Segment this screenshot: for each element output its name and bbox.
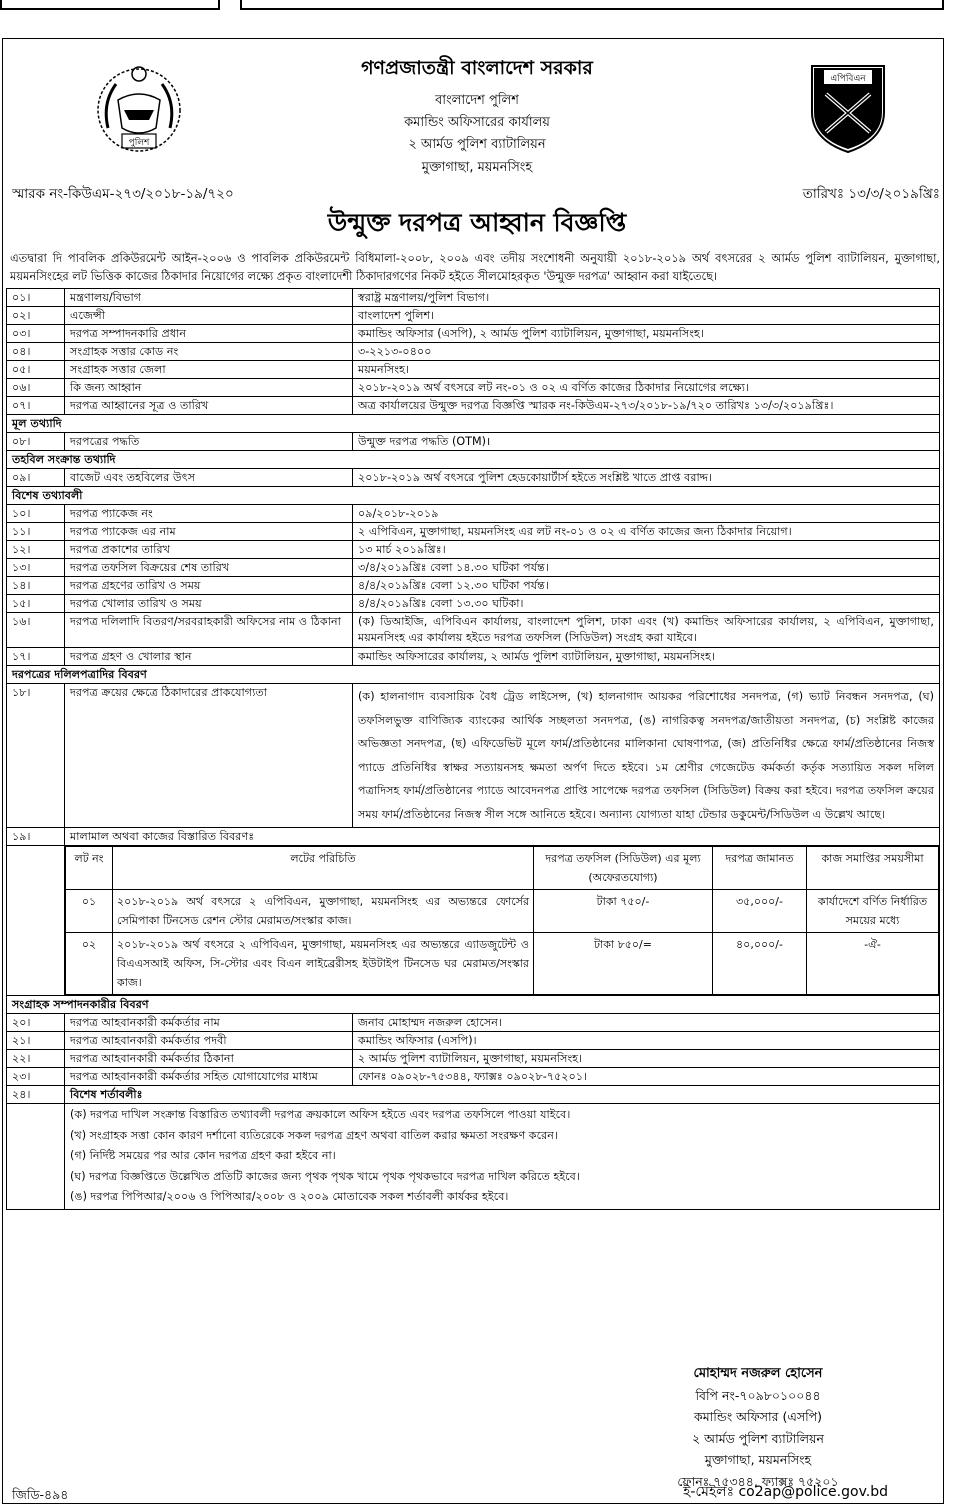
row-number: ১৭।	[7, 648, 65, 666]
row-number: ০২।	[7, 307, 65, 325]
term-item: (গ) নির্দিষ্ট সময়ের পর আর কোন দরপত্র গ্রহণ করা হইবে না।	[70, 1149, 336, 1162]
row-number: ১৮।	[7, 684, 65, 828]
table-row	[7, 361, 940, 379]
section-docs-info: দরপত্রের দলিলপত্রাদির বিবরণ	[7, 666, 940, 684]
top-right-box	[240, 0, 944, 10]
lot-table	[65, 846, 939, 995]
row-label: দরপত্রের পদ্ধতি	[65, 433, 353, 451]
notice-date: তারিখঃ ১৩/৩/২০১৯খ্রিঃ	[802, 186, 940, 202]
row-number: ২৩।	[7, 1068, 65, 1086]
memo-number: স্মারক নং-কিউএম-২৭৩/২০১৮-১৯/৭২০	[12, 186, 234, 202]
row-label: দরপত্র সম্পাদনকারি প্রধান	[65, 325, 353, 343]
email-address: co2ap@police.gov.bd	[738, 1484, 888, 1500]
row-number: ২০।	[7, 1014, 65, 1032]
table-row	[7, 397, 940, 415]
row-number: ০৮।	[7, 433, 65, 451]
table-row	[7, 523, 940, 541]
row-value: ৪/৪/২০১৯খ্রিঃ বেলা ১২.৩০ ঘটিকা পর্যন্ত।	[353, 577, 940, 595]
table-row	[7, 469, 940, 487]
row-label: মন্ত্রণালয়/বিভাগ	[65, 289, 353, 307]
row-number: ১২।	[7, 541, 65, 559]
term-item: (ক) দরপত্র দাখিল সংক্রান্ত বিস্তারিত তথ্যাবলী দরপত্র ক্রয়কালে অফিস হইতে এবং দরপত্র তফসিলে পাওয়া যাইবে।	[70, 1108, 571, 1121]
row-label: দরপত্র গ্রহণ ও খোলার স্থান	[65, 648, 353, 666]
row-value: ০৯/২০১৮-২০১৯	[353, 505, 940, 523]
lot-security: ৩৫,০০০/-	[713, 890, 807, 933]
row-value: ২০১৮-২০১৯ অর্থ বৎসরে পুলিশ হেডকোয়ার্টার্স হইতে সংশ্লিষ্ট খাতে প্রাপ্ত বরাদ্দ।	[353, 469, 940, 487]
row-label: দরপত্র প্যাকেজ এর নাম	[65, 523, 353, 541]
row-value: বাংলাদেশ পুলিশ।	[353, 307, 940, 325]
row-value: অত্র কার্যালয়ের উন্মুক্ত দরপত্র বিজ্ঞপ্তি স্মারক নং-কিউএম-২৭৩/২০১৮-১৯/৭২০ তারিখঃ ১৩/৩/২০১৯খ্রিঃ।	[353, 397, 940, 415]
row-label: দরপত্র আহ্বানের সূত্র ও তারিখ	[65, 397, 353, 415]
signatory-unit: ২ আর্মড পুলিশ ব্যাটালিয়ন	[692, 1430, 824, 1446]
signature-block	[628, 1363, 888, 1492]
lot-header-security: দরপত্র জামানত	[713, 847, 807, 890]
row-number: ০৭।	[7, 397, 65, 415]
lot-header-time: কাজ সমাপ্তির সময়সীমা	[807, 847, 939, 890]
row-number: ১৪।	[7, 577, 65, 595]
row-value: ২ এপিবিএন, মুক্তাগাছা, ময়মনসিংহ এর লট নং-০১ ও ০২ এ বর্ণিত কাজের জন্য ঠিকাদার নিয়োগ।	[353, 523, 940, 541]
svg-text:এপিবিএন: এপিবিএন	[830, 74, 866, 84]
table-row	[66, 890, 939, 933]
table-row	[7, 559, 940, 577]
row-label: দরপত্র প্রকাশের তারিখ	[65, 541, 353, 559]
svg-text:পুলিশ: পুলিশ	[128, 138, 150, 148]
table-row	[7, 1014, 940, 1032]
page-title: উন্মুক্ত দরপত্র আহ্বান বিজ্ঞপ্তি	[327, 208, 627, 237]
table-row	[7, 1068, 940, 1086]
top-left-box	[0, 0, 220, 10]
row-number: ১৫।	[7, 595, 65, 613]
lot-header-price: দরপত্র তফসিল (সিডিউল) এর মূল্য (অফেরতযোগ্য)	[534, 847, 713, 890]
row-number: ২২।	[7, 1050, 65, 1068]
table-row	[7, 1086, 940, 1104]
table-row	[7, 433, 940, 451]
row-number: ২১।	[7, 1032, 65, 1050]
row-label: বাজেট এবং তহবিলের উৎস	[65, 469, 353, 487]
row-number: ১৩।	[7, 559, 65, 577]
header-line-3: ২ আর্মড পুলিশ ব্যাটালিয়ন	[408, 137, 546, 152]
lot-header-no: লট নং	[66, 847, 113, 890]
row-label: দরপত্র প্যাকেজ নং	[65, 505, 353, 523]
row-number: ১৬।	[7, 613, 65, 648]
row-label: দরপত্র আহবানকারী কর্মকর্তার নাম	[65, 1014, 353, 1032]
table-row	[7, 648, 940, 666]
row-label: দরপত্র ক্রয়ের ক্ষেত্রে ঠিকাদারের প্রাকযোগ্যতা	[65, 684, 353, 828]
row-number: ০৬।	[7, 379, 65, 397]
gov-name: গণপ্রজাতন্ত্রী বাংলাদেশ সরকার	[361, 57, 593, 79]
lot-no: ০১	[66, 890, 113, 933]
row-number: ১০।	[7, 505, 65, 523]
table-row	[7, 613, 940, 648]
row-label: দরপত্র আহবানকারী কর্মকর্তার পদবী	[65, 1032, 353, 1050]
row-label: দরপত্র খোলার তারিখ ও সময়	[65, 595, 353, 613]
table-row	[7, 577, 940, 595]
row-value: ৪/৪/২০১৯খ্রিঃ বেলা ১৩.৩০ ঘটিকা।	[353, 595, 940, 613]
lot-desc: ২০১৮-২০১৯ অর্থ বৎসরে ২ এপিবিএন, মুক্তাগাছা, ময়মনসিংহ এর অভ্যন্তরে ফোর্সের সেমিপাকা টিনসেড রেশন স্টোর মেরামত/সংস্কার কাজ।	[113, 890, 534, 933]
lot-desc: ২০১৮-২০১৯ অর্থ বৎসরে ২ এপিবিএন, মুক্তাগাছা, ময়মনসিংহ এর অভ্যন্তরে এ্যাডজুটেন্ট ও বিএএসআই অফিস, সি-স্টোর এবং বিএন লাইব্রেরীসহ ইউটাইপ টিনসেড ঘর মেরামত/সংস্কার কাজ।	[113, 933, 534, 995]
lot-price: টাকা ৮৫০/=	[534, 933, 713, 995]
table-row	[7, 505, 940, 523]
row-value: ফোনঃ ০৯০২৮-৭৫৩৪৪, ফ্যাক্সঃ ০৯০২৮-৭৫২০১।	[353, 1068, 940, 1086]
row-number: ০৯।	[7, 469, 65, 487]
section-procuring-info: সংগ্রাহক সম্পাদনকারীর বিবরণ	[7, 996, 940, 1014]
signatory-phone: ফোনঃ ৭৫৩৪৪, ফ্যাক্সঃ ৭৫২০১	[677, 1473, 839, 1489]
row-number: ১১।	[7, 523, 65, 541]
row-label: দরপত্র আহবানকারী কর্মকর্তার সহিত যোগাযোগের মাধ্যম	[65, 1068, 353, 1086]
row-number: ০৩।	[7, 325, 65, 343]
lot-no: ০২	[66, 933, 113, 995]
row-value: ময়মনসিংহ।	[353, 361, 940, 379]
lot-price: টাকা ৭৫০/-	[534, 890, 713, 933]
row-label: বিশেষ শর্তাবলীঃ	[65, 1086, 940, 1104]
table-row	[7, 595, 940, 613]
row-value: কমান্ডিং অফিসার (এসপি)।	[353, 1032, 940, 1050]
row-label: দরপত্র গ্রহণের তারিখ ও সময়	[65, 577, 353, 595]
signatory-bp: বিপি নং-৭০৯৮০১০০৪৪	[695, 1387, 821, 1403]
row-number: ০৫।	[7, 361, 65, 379]
row-label: সংগ্রাহক সত্তার কোড নং	[65, 343, 353, 361]
table-row	[7, 307, 940, 325]
lot-time: -ঐ-	[807, 933, 939, 995]
table-row	[7, 684, 940, 828]
table-row	[7, 828, 940, 846]
section-special-info: বিশেষ তথ্যাবলী	[7, 487, 940, 505]
row-label: দরপত্র আহবানকারী কর্মকর্তার ঠিকানা	[65, 1050, 353, 1068]
signatory-designation: কমান্ডিং অফিসার (এসপি)	[693, 1409, 823, 1424]
signatory-email	[683, 1480, 888, 1504]
table-row	[7, 541, 940, 559]
row-value: ১৩ মার্চ ২০১৯খ্রিঃ।	[353, 541, 940, 559]
table-row	[66, 933, 939, 995]
row-label: দরপত্র তফসিল বিক্রয়ের শেষ তারিখ	[65, 559, 353, 577]
lot-header-desc: লটের পরিচিতি	[113, 847, 534, 890]
table-row	[7, 1050, 940, 1068]
section-main-info: মূল তথ্যাদি	[7, 415, 940, 433]
section-fund-info: তহবিল সংক্রান্ত তথ্যাদি	[7, 451, 940, 469]
row-number: ২৪।	[7, 1086, 65, 1104]
row-label: এজেন্সী	[65, 307, 353, 325]
row-number: ০৪।	[7, 343, 65, 361]
row-number: ১৯।	[7, 828, 65, 846]
row-label: দরপত্র দলিলাদি বিতরণ/সরবরাহকারী অফিসের নাম ও ঠিকানা	[65, 613, 353, 648]
table-row	[7, 343, 940, 361]
signatory-place: মুক্তাগাছা, ময়মনসিংহ	[704, 1452, 812, 1467]
row-value: ২ আর্মড পুলিশ ব্যাটালিয়ন, মুক্তাগাছা, ময়মনসিংহ।	[353, 1050, 940, 1068]
header-line-4: মুক্তাগাছা, ময়মনসিংহ	[421, 160, 533, 175]
term-item: (খ) সংগ্রাহক সত্তা কোন কারণ দর্শানো ব্যতিরেকে সকল দরপত্র গ্রহণ অথবা বাতিল করার ক্ষমতা সংরক্ষণ করেন।	[70, 1128, 558, 1142]
intro-paragraph: এতদ্বারা দি পাবলিক প্রকিউরমেন্ট আইন-২০০৬ ও পাবলিক প্রকিউরমেন্ট বিধিমালা-২০০৮, ২০০৯ এবং তদীয় সংশোধনী অনুযায়ী ২০১৮-২০১৯ অর্থ বৎসরের ২ আর্মড পুলিশ ব্যাটালিয়ন, মুক্তাগাছা, ময়মনসিংহের লট ভিত্তিক কাজের ঠিকাদার নিয়োগের লক্ষ্যে প্রকৃত বাংলাদেশী ঠিকাদারগণের নিকট হইতে সীলমোহরকৃত 'উন্মুক্ত দরপত্র' আহ্বান করা যাইতেছে।	[10, 251, 940, 283]
row-value: ২০১৮-২০১৯ অর্থ বৎসরে লট নং-০১ ও ০২ এ বর্ণিত কাজের ঠিকাদার নিয়োগের লক্ষ্যে।	[353, 379, 940, 397]
lot-time: কার্যাদেশে বর্ণিত নির্ধারিত সময়ের মধ্যে	[807, 890, 939, 933]
footer-code: জিডি-৪৯৪	[12, 1487, 69, 1502]
row-number: ০১।	[7, 289, 65, 307]
table-row	[7, 1032, 940, 1050]
row-value: জনাব মোহাম্মদ নজরুল হোসেন।	[353, 1014, 940, 1032]
header-line-1: বাংলাদেশ পুলিশ	[435, 93, 519, 108]
lot-security: ৪০,০০০/-	[713, 933, 807, 995]
table-row	[7, 379, 940, 397]
row-value: উন্মুক্ত দরপত্র পদ্ধতি (OTM)।	[353, 433, 940, 451]
header-line-2: কমান্ডিং অফিসারের কার্যালয়	[404, 115, 550, 130]
term-item: (ঘ) দরপত্র বিজ্ঞপ্তিতে উল্লেখিত প্রতিটি কাজের জন্য পৃথক পৃথক খামে পৃথক পৃথকভাবে দরপত্র দাখিল করিতে হইবে।	[70, 1169, 580, 1183]
row-value: (ক) হালনাগাদ ব্যবসায়িক বৈধ ট্রেড লাইসেন্স, (খ) হালনাগাদ আয়কর পরিশোধের সনদপত্র, (গ) ভ্যাট নিবন্ধন সনদপত্র, (ঘ) তফসিলভুক্ত বাণিজ্যিক ব্যাংকের আর্থিক সচ্ছলতা সনদপত্র, (ঙ) নাগরিকত্ব সনদপত্র/জাতীয়তা সনদপত্র, (চ) সংশ্লিষ্ট কাজের অভিজ্ঞতা সনদপত্র, (ছ) এফিডেভিট মূলে ফার্ম/প্রতিষ্ঠানের মালিকানা ঘোষণাপত্র, (জ) প্রতিনিধির ক্ষেত্রে ফার্ম/প্রতিষ্ঠানের নিজস্ব প্যাডে প্রতিনিধির স্বাক্ষর সত্যায়নসহ ক্ষমতা অর্পণ দিতে হইবে। ১ম শ্রেণীর গেজেটেড কর্মকর্তা কর্তৃক সত্যায়িত সকল দলিল পত্রাদিসহ ফার্ম/প্রতিষ্ঠানের প্যাডে আবেদনপত্র প্রাপ্তি সাপেক্ষে দরপত্র তফসিল (সিডিউল) বিক্রয় করা হইবে। দরপত্র তফসিল ক্রয়ের সময় ফার্ম/প্রতিষ্ঠানের নিজস্ব সীল সঙ্গে আনিতে হইবে। অন্যান্য যোগ্যতা যাহা টেন্ডার ডকুমেন্ট/সিডিউল এ উল্লেখ আছে।	[353, 684, 940, 828]
term-item: (ঙ) দরপত্র পিপিআর/২০০৬ ও পিপিআর/২০০৮ ও ২০০৯ মোতাবেক সকল শর্তাবলী কার্যকর হইবে।	[70, 1190, 509, 1203]
row-value: ৩-২২১৩-০৪০০	[353, 343, 940, 361]
row-label: মালামাল অথবা কাজের বিস্তারিত বিবরণঃ	[65, 828, 940, 846]
signatory-name: মোহাম্মদ নজরুল হোসেন	[693, 1366, 823, 1381]
row-value: (ক) ডিআইজি, এপিবিএন কার্যালয়, বাংলাদেশ পুলিশ, ঢাকা এবং (খ) কমান্ডিং অফিসারের কার্যালয়, ২ এপিবিএন, মুক্তাগাছা, ময়মনসিংহ এর কার্যালয় হইতে দরপত্র তফসিল (সিডিউল) সংগ্রহ করা যাইবে।	[353, 613, 940, 648]
row-value: কমান্ডিং অফিসার (এসপি), ২ আর্মড পুলিশ ব্যাটালিয়ন, মুক্তাগাছা, ময়মনসিংহ।	[353, 325, 940, 343]
table-row	[7, 325, 940, 343]
tender-table	[6, 288, 940, 1210]
row-value: স্বরাষ্ট্র মন্ত্রণালয়/পুলিশ বিভাগ।	[353, 289, 940, 307]
special-terms	[65, 1104, 940, 1210]
row-label: সংগ্রাহক সত্তার জেলা	[65, 361, 353, 379]
email-label: ই-মেইলঃ	[683, 1484, 735, 1500]
table-row	[7, 289, 940, 307]
row-label: কি জন্য আহ্বান	[65, 379, 353, 397]
row-value: ৩/৪/২০১৯খ্রিঃ বেলা ১৪.৩০ ঘটিকা পর্যন্ত।	[353, 559, 940, 577]
row-value: কমান্ডিং অফিসারের কার্যালয়, ২ আর্মড পুলিশ ব্যাটালিয়ন, মুক্তাগাছা, ময়মনসিংহ।	[353, 648, 940, 666]
